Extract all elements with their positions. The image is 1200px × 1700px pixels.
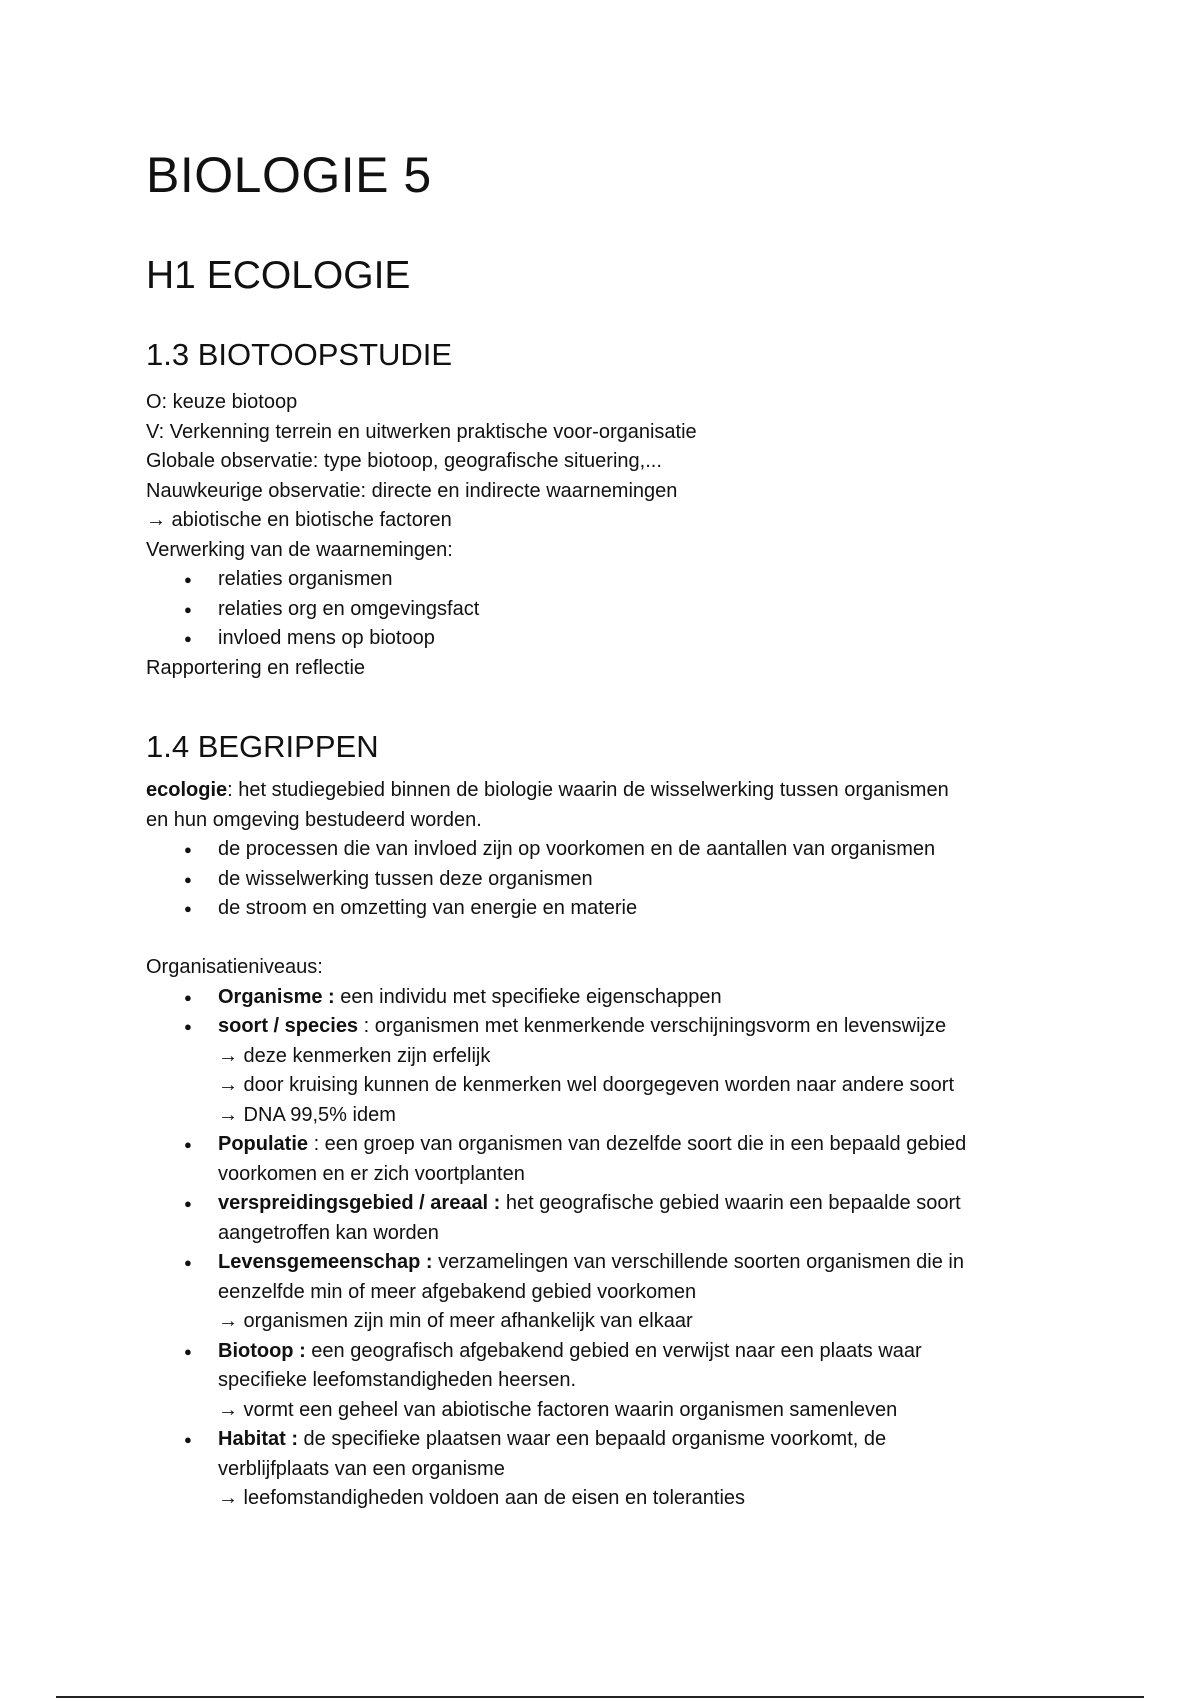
level-note: verblijfplaats van een organisme bbox=[218, 1457, 505, 1480]
document-page bbox=[146, 147, 1066, 1514]
level-term: Biotoop : bbox=[218, 1339, 306, 1362]
level-text: verzamelingen van verschillende soorten organismen die in bbox=[432, 1251, 964, 1273]
biotoopstudie-body bbox=[146, 388, 1066, 683]
spacer bbox=[146, 924, 1066, 954]
level-note: eenzelfde min of meer afgebakend gebied voorkomen bbox=[218, 1280, 697, 1303]
chapter-heading: H1 ECOLOGIE bbox=[146, 254, 411, 297]
definition-term: ecologie bbox=[146, 779, 228, 801]
level-note: aangetroffen kan worden bbox=[218, 1221, 439, 1244]
text-line: Globale observatie: type biotoop, geografische situering,... bbox=[146, 450, 662, 472]
section-heading-biotoopstudie: 1.3 BIOTOOPSTUDIE bbox=[146, 337, 453, 372]
level-note: → organismen zijn min of meer afhankelijk van elkaar bbox=[218, 1310, 693, 1332]
begrippen-body bbox=[146, 776, 1066, 1514]
level-note: specifieke leefomstandigheden heersen. bbox=[218, 1369, 577, 1391]
level-term: Organisme : bbox=[218, 985, 335, 1008]
text-line: V: Verkenning terrein en uitwerken praktische voor-organisatie bbox=[146, 420, 697, 443]
level-note: → deze kenmerken zijn erfelijk bbox=[218, 1044, 491, 1067]
levels-list bbox=[146, 983, 1066, 1514]
level-note: voorkomen en er zich voortplanten bbox=[218, 1162, 525, 1185]
bullet-list bbox=[146, 835, 1066, 924]
levels-heading: Organisatieniveaus: bbox=[146, 956, 323, 978]
level-term: verspreidingsgebied / areaal : bbox=[218, 1192, 501, 1214]
list-item bbox=[146, 1425, 1066, 1514]
level-note: → vormt een geheel van abiotische factoren waarin organismen samenleven bbox=[218, 1398, 898, 1421]
level-term: soort / species bbox=[218, 1015, 359, 1037]
definition-line bbox=[146, 776, 1066, 806]
level-note: → DNA 99,5% idem bbox=[218, 1103, 396, 1126]
text-line: Nauwkeurige observatie: directe en indirecte waarnemingen bbox=[146, 479, 678, 502]
level-text: het geografische gebied waarin een bepaalde soort bbox=[500, 1192, 961, 1214]
section-heading-begrippen: 1.4 BEGRIPPEN bbox=[146, 729, 379, 764]
list-item: ● de processen die van invloed zijn op voorkomen en de aantallen van organismen bbox=[146, 835, 1066, 865]
level-text: een individu met specifieke eigenschappen bbox=[334, 985, 722, 1008]
list-item: ● invloed mens op biotoop bbox=[146, 624, 1066, 654]
level-text: de specifieke plaatsen waar een bepaald organisme voorkomt, de bbox=[298, 1428, 887, 1450]
level-note: → door kruising kunnen de kenmerken wel doorgegeven worden naar andere soort bbox=[218, 1074, 955, 1096]
list-item: ● relaties organismen bbox=[146, 565, 1066, 595]
list-item bbox=[146, 983, 1066, 1013]
document-title: BIOLOGIE 5 bbox=[146, 147, 432, 203]
list-item bbox=[146, 1248, 1066, 1337]
level-text: een geografisch afgebakend gebied en verwijst naar een plaats waar bbox=[305, 1339, 922, 1362]
level-note: → leefomstandigheden voldoen aan de eisen en toleranties bbox=[218, 1487, 746, 1509]
definition-line: en hun omgeving bestudeerd worden. bbox=[146, 808, 482, 831]
list-item bbox=[146, 1130, 1066, 1189]
level-term: Levensgemeenschap : bbox=[218, 1251, 433, 1273]
level-term: Habitat : bbox=[218, 1428, 298, 1450]
bottom-divider bbox=[56, 1696, 1144, 1698]
list-item bbox=[146, 1337, 1066, 1426]
level-text: : organismen met kenmerkende verschijningsvorm en levenswijze bbox=[358, 1015, 947, 1037]
text-line: Verwerking van de waarnemingen: bbox=[146, 538, 453, 561]
definition-text: : het studiegebied binnen de biologie waarin de wisselwerking tussen organismen bbox=[227, 779, 949, 801]
level-term: Populatie bbox=[218, 1133, 309, 1155]
text-line: O: keuze biotoop bbox=[146, 391, 298, 413]
bullet-list bbox=[146, 565, 1066, 654]
text-line: Rapportering en reflectie bbox=[146, 656, 366, 679]
list-item: ● de wisselwerking tussen deze organismen bbox=[146, 865, 1066, 895]
list-item bbox=[146, 1189, 1066, 1248]
list-item bbox=[146, 1012, 1066, 1130]
level-text: : een groep van organismen van dezelfde soort die in een bepaald gebied bbox=[308, 1133, 967, 1155]
list-item: ● de stroom en omzetting van energie en materie bbox=[146, 894, 1066, 924]
text-line: → abiotische en biotische factoren bbox=[146, 509, 452, 531]
list-item: ● relaties org en omgevingsfact bbox=[146, 595, 1066, 625]
